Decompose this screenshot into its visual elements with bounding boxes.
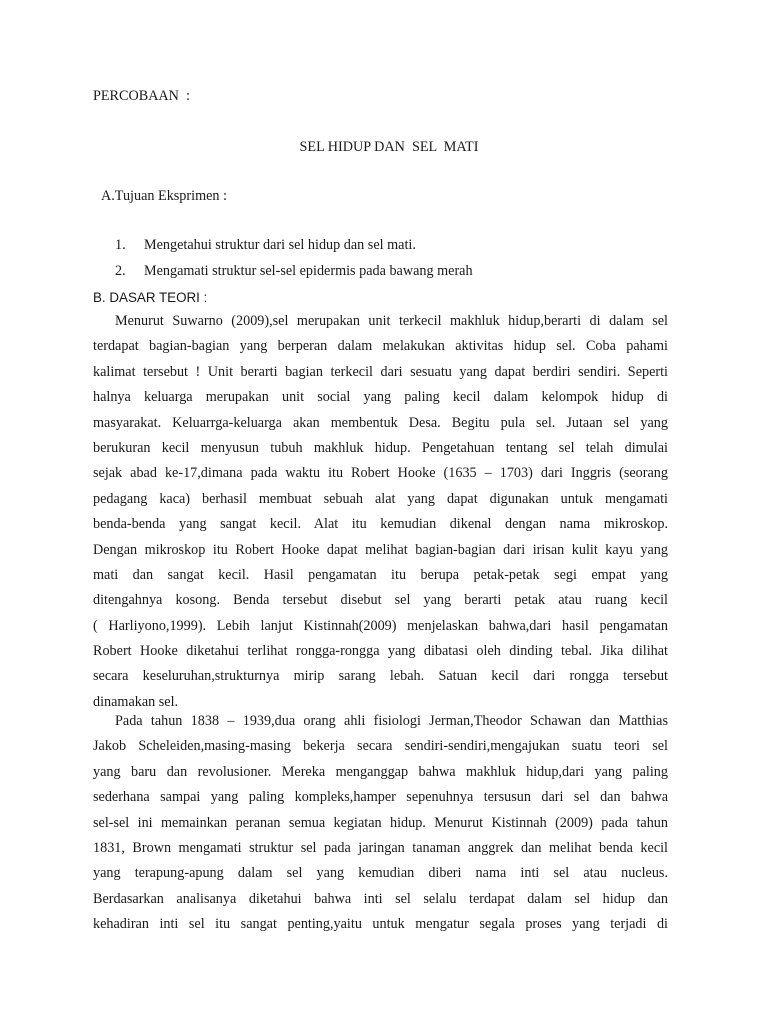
paragraph-line: benda-benda yang sangat kecil. Alat itu kemudian dikenal dengan nama mikroskop. — [93, 516, 668, 533]
objectives-list — [93, 235, 668, 287]
paragraph-line: yang baru dan revolusioner. Mereka menganggap bahwa makhluk hidup,dari yang paling — [93, 763, 668, 780]
paragraph-line: masyarakat. Keluarrga-keluarga akan membentuk Desa. Begitu pula sel. Jutaan sel yang — [93, 414, 668, 431]
list-item-number: 2. — [115, 263, 126, 279]
paragraph-line: Dengan mikroskop itu Robert Hooke dapat melihat bagian-bagian dari irisan kulit kayu yang — [93, 541, 668, 558]
paragraph-line: ditengahnya kosong. Benda tersebut disebut sel yang berarti petak atau ruang kecil — [93, 592, 668, 609]
paragraph-line: kehadiran inti sel itu sangat penting,yaitu untuk mengatur segala proses yang terjadi di — [93, 916, 668, 933]
theory-paragraph-1 — [93, 309, 668, 715]
paragraph-line: Menurut Suwarno (2009),sel merupakan unit terkecil makhluk hidup,berarti di dalam sel — [115, 313, 668, 329]
section-b-heading: B. DASAR TEORI : — [93, 290, 208, 305]
paragraph-line: terdapat bagian-bagian yang berperan dalam melakukan aktivitas hidup sel. Coba pahami — [93, 338, 668, 355]
paragraph-line: mati dan sangat kecil. Hasil pengamatan itu berupa petak-petak segi empat yang — [93, 566, 668, 583]
paragraph-line: dinamakan sel. — [93, 693, 179, 710]
paragraph-line: Berdasarkan analisanya diketahui bahwa inti sel selalu terdapat dalam sel hidup dan — [93, 890, 668, 907]
paragraph-line: kalimat tersebut ! Unit berarti bagian terkecil dari sesuatu yang dapat berdiri sendiri. Seperti — [93, 363, 668, 380]
paragraph-line: halnya keluarga merupakan unit social yang paling kecil dalam kelompok hidup di — [93, 389, 668, 406]
paragraph-line: sederhana sampai yang paling kompleks,hamper sepenuhnya tersusun dari sel dan bahwa — [93, 789, 668, 806]
list-item-number: 1. — [115, 237, 126, 253]
list-item — [93, 261, 668, 287]
section-a-heading: A.Tujuan Eksprimen : — [101, 188, 227, 204]
paragraph-line: sel-sel ini memainkan peranan semua kegiatan hidup. Menurut Kistinnah (2009) pada tahun — [93, 814, 668, 831]
list-item — [93, 235, 668, 261]
paragraph-line: yang terapung-apung dalam sel yang kemudian diberi nama inti sel atau nucleus. — [93, 865, 668, 882]
paragraph-line: Jakob Scheleiden,masing-masing bekerja secara sendiri-sendiri,mengajukan suatu teori sel — [93, 738, 668, 755]
list-item-text: Mengamati struktur sel-sel epidermis pada bawang merah — [144, 263, 473, 279]
paragraph-line: pedagang kaca) berhasil membuat sebuah alat yang dapat digunakan untuk mengamati — [93, 490, 668, 507]
paragraph-line: Robert Hooke diketahui terlihat rongga-rongga yang dibatasi oleh dinding tebal. Jika dilihat — [93, 643, 668, 660]
paragraph-line: sejak abad ke-17,dimana pada waktu itu Robert Hooke (1635 – 1703) dari Inggris (seorang — [93, 465, 668, 482]
experiment-label: PERCOBAAN : — [93, 88, 190, 104]
paragraph-line: secara keseluruhan,strukturnya mirip sarang lebah. Satuan kecil dari rongga tersebut — [93, 668, 668, 685]
paragraph-line: berukuran kecil menyusun tubuh makhluk hidup. Pengetahuan tentang sel telah dimulai — [93, 439, 668, 456]
paragraph-line: Pada tahun 1838 – 1939,dua orang ahli fisiologi Jerman,Theodor Schawan dan Matthias — [115, 713, 668, 729]
paragraph-line: ( Harliyono,1999). Lebih lanjut Kistinnah(2009) menjelaskan bahwa,dari hasil pengamatan — [93, 617, 668, 634]
theory-paragraph-2 — [93, 709, 668, 938]
paragraph-line: 1831, Brown mengamati struktur sel pada jaringan tanaman anggrek dan melihat benda kecil — [93, 839, 668, 856]
list-item-text: Mengetahui struktur dari sel hidup dan sel mati. — [144, 237, 416, 253]
document-title: SEL HIDUP DAN SEL MATI — [299, 139, 479, 155]
